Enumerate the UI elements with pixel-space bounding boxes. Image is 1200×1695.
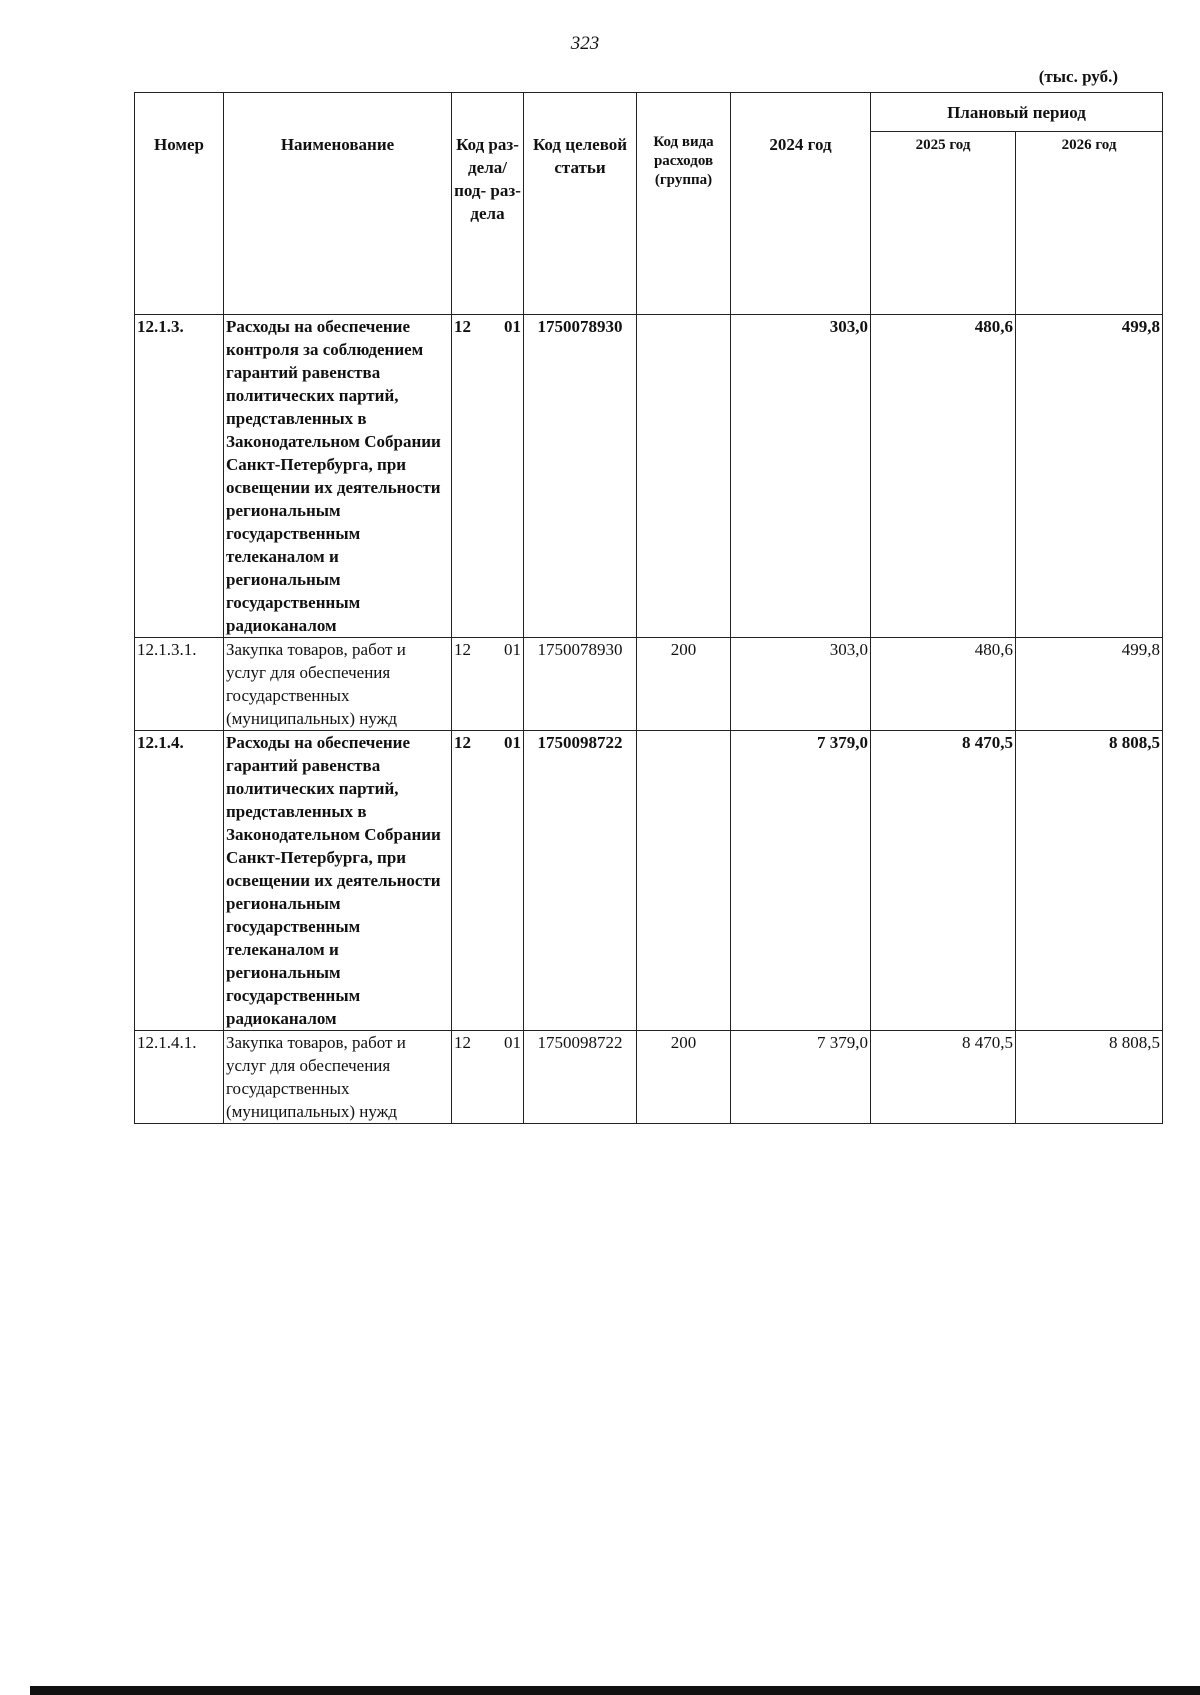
- row-name: Расходы на обеспечение гарантий равенства политических партий, представленных в Законодательном Собрании Санкт-Петербурга, при освещении их деятельности региональным государственным телеканалом и региональным государственным радиоканалом: [224, 731, 452, 1031]
- row-amount-2024: 303,0: [731, 638, 871, 731]
- row-section-code: [452, 1031, 524, 1124]
- row-name: Закупка товаров, работ и услуг для обеспечения государственных (муниципальных) нужд: [224, 638, 452, 731]
- scan-edge-bar: [30, 1686, 1200, 1695]
- row-section-code: [452, 731, 524, 1031]
- table-row: [135, 638, 1163, 731]
- row-amount-2024: 7 379,0: [731, 1031, 871, 1124]
- page-number: 323: [570, 33, 600, 54]
- row-subsection: 01: [504, 733, 521, 752]
- header-expense-type: Код вида расходов (группа): [637, 93, 731, 315]
- row-amount-2025: 8 470,5: [871, 731, 1016, 1031]
- header-section-code: Код раз- дела/ под- раз- дела: [452, 93, 524, 315]
- table-row: [135, 731, 1163, 1031]
- table-body: [135, 315, 1163, 1124]
- row-section: 12: [454, 1033, 471, 1052]
- table-row: [135, 1031, 1163, 1124]
- row-subsection: 01: [504, 1033, 521, 1052]
- table-row: [135, 315, 1163, 638]
- header-target-code: Код целевой статьи: [524, 93, 637, 315]
- row-amount-2026: 8 808,5: [1016, 1031, 1163, 1124]
- row-target-code: 1750078930: [524, 315, 637, 638]
- budget-table: [134, 92, 1163, 1124]
- row-amount-2026: 8 808,5: [1016, 731, 1163, 1031]
- table-header: [135, 93, 1163, 315]
- row-expense-type: [637, 731, 731, 1031]
- row-target-code: 1750098722: [524, 1031, 637, 1124]
- header-name: Наименование: [224, 93, 452, 315]
- row-expense-type: [637, 315, 731, 638]
- row-subsection: 01: [504, 640, 521, 659]
- row-amount-2024: 303,0: [731, 315, 871, 638]
- row-amount-2026: 499,8: [1016, 315, 1163, 638]
- row-amount-2025: 480,6: [871, 315, 1016, 638]
- row-amount-2026: 499,8: [1016, 638, 1163, 731]
- row-expense-type: 200: [637, 1031, 731, 1124]
- row-section-code: [452, 638, 524, 731]
- row-target-code: 1750098722: [524, 731, 637, 1031]
- row-name: Закупка товаров, работ и услуг для обеспечения государственных (муниципальных) нужд: [224, 1031, 452, 1124]
- row-expense-type: 200: [637, 638, 731, 731]
- header-year-2024: 2024 год: [731, 93, 871, 315]
- row-amount-2024: 7 379,0: [731, 731, 871, 1031]
- header-number: Номер: [135, 93, 224, 315]
- row-target-code: 1750078930: [524, 638, 637, 731]
- row-name: Расходы на обеспечение контроля за соблюдением гарантий равенства политических партий, представленных в Законодательном Собрании Санкт-Петербурга, при освещении их деятельности региональным государственным телеканалом и региональным государственным радиоканалом: [224, 315, 452, 638]
- row-section: 12: [454, 317, 471, 336]
- row-amount-2025: 480,6: [871, 638, 1016, 731]
- row-subsection: 01: [504, 317, 521, 336]
- row-number: 12.1.4.1.: [135, 1031, 224, 1124]
- header-year-2025: 2025 год: [871, 132, 1016, 315]
- row-number: 12.1.3.: [135, 315, 224, 638]
- row-amount-2025: 8 470,5: [871, 1031, 1016, 1124]
- header-plan-period: Плановый период: [871, 93, 1163, 132]
- header-year-2026: 2026 год: [1016, 132, 1163, 315]
- row-number: 12.1.4.: [135, 731, 224, 1031]
- row-number: 12.1.3.1.: [135, 638, 224, 731]
- row-section: 12: [454, 733, 471, 752]
- row-section-code: [452, 315, 524, 638]
- row-section: 12: [454, 640, 471, 659]
- units-label: (тыс. руб.): [1038, 67, 1118, 86]
